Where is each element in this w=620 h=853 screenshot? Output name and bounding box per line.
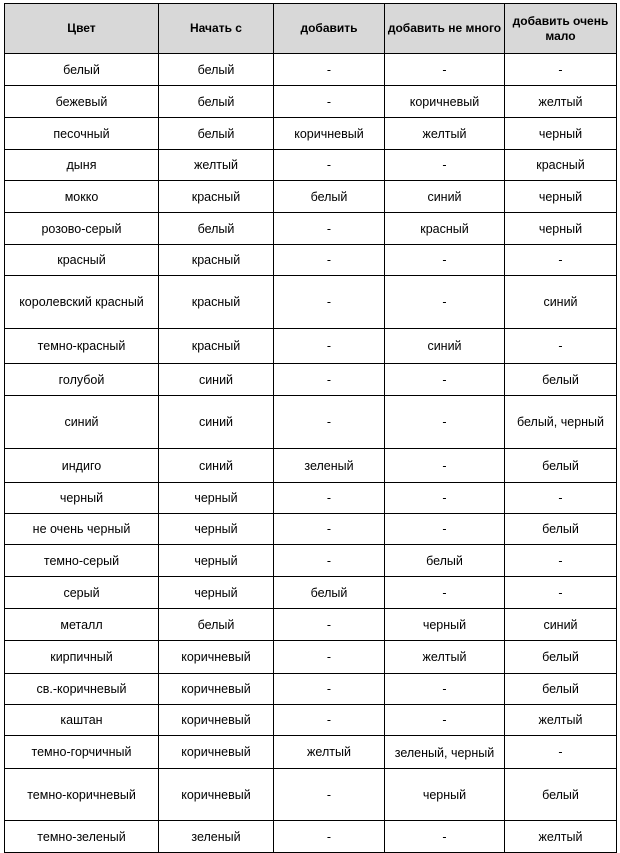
cell-start-with: коричневый bbox=[159, 705, 274, 736]
header-add-very-little: добавить очень мало bbox=[505, 4, 617, 54]
cell-color: песочный bbox=[5, 118, 159, 150]
cell-start-with: белый bbox=[159, 54, 274, 86]
cell-add-very-little: - bbox=[505, 245, 617, 276]
cell-add-very-little: белый bbox=[505, 674, 617, 705]
cell-start-with: черный bbox=[159, 483, 274, 514]
cell-color: розово-серый bbox=[5, 213, 159, 245]
cell-color: голубой bbox=[5, 364, 159, 396]
cell-color: черный bbox=[5, 483, 159, 514]
cell-add-very-little: белый, черный bbox=[505, 396, 617, 449]
table-row bbox=[5, 609, 617, 641]
table-row bbox=[5, 364, 617, 396]
cell-start-with: красный bbox=[159, 329, 274, 364]
cell-color: красный bbox=[5, 245, 159, 276]
cell-add-some: - bbox=[385, 483, 505, 514]
cell-color: темно-красный bbox=[5, 329, 159, 364]
table-row bbox=[5, 276, 617, 329]
cell-start-with: коричневый bbox=[159, 641, 274, 674]
cell-add-very-little: синий bbox=[505, 609, 617, 641]
cell-add-some: черный bbox=[385, 609, 505, 641]
cell-start-with: синий bbox=[159, 396, 274, 449]
cell-start-with: красный bbox=[159, 181, 274, 213]
cell-add-some: - bbox=[385, 396, 505, 449]
cell-start-with: синий bbox=[159, 364, 274, 396]
cell-add-very-little: красный bbox=[505, 150, 617, 181]
cell-add: - bbox=[274, 545, 385, 577]
cell-add-very-little: - bbox=[505, 545, 617, 577]
cell-color: синий bbox=[5, 396, 159, 449]
cell-color: темно-коричневый bbox=[5, 769, 159, 821]
cell-add-very-little: синий bbox=[505, 276, 617, 329]
cell-add-very-little: белый bbox=[505, 641, 617, 674]
cell-color: белый bbox=[5, 54, 159, 86]
cell-add: - bbox=[274, 514, 385, 545]
cell-add-very-little: желтый bbox=[505, 86, 617, 118]
cell-add-some: красный bbox=[385, 213, 505, 245]
table-row bbox=[5, 245, 617, 276]
cell-add: зеленый bbox=[274, 449, 385, 483]
cell-color: не очень черный bbox=[5, 514, 159, 545]
cell-add-some: желтый bbox=[385, 118, 505, 150]
cell-start-with: коричневый bbox=[159, 674, 274, 705]
table-row bbox=[5, 769, 617, 821]
cell-start-with: белый bbox=[159, 213, 274, 245]
cell-add: - bbox=[274, 213, 385, 245]
cell-add-some-text: зеленый, черный bbox=[394, 745, 495, 760]
cell-add-some: коричневый bbox=[385, 86, 505, 118]
header-start-with: Начать с bbox=[159, 4, 274, 54]
cell-add-some: черный bbox=[385, 769, 505, 821]
cell-add: - bbox=[274, 329, 385, 364]
table-row bbox=[5, 213, 617, 245]
cell-start-with: коричневый bbox=[159, 736, 274, 769]
cell-add-some: - bbox=[385, 245, 505, 276]
cell-add-very-little: белый bbox=[505, 514, 617, 545]
cell-add: - bbox=[274, 674, 385, 705]
cell-add: желтый bbox=[274, 736, 385, 769]
cell-color: мокко bbox=[5, 181, 159, 213]
cell-start-with: белый bbox=[159, 86, 274, 118]
cell-add-some: - bbox=[385, 150, 505, 181]
table-row bbox=[5, 86, 617, 118]
cell-color: каштан bbox=[5, 705, 159, 736]
cell-color: дыня bbox=[5, 150, 159, 181]
cell-add-some: - bbox=[385, 364, 505, 396]
cell-start-with: коричневый bbox=[159, 769, 274, 821]
table-row bbox=[5, 545, 617, 577]
color-mixing-table bbox=[4, 3, 617, 853]
cell-add-very-little: белый bbox=[505, 449, 617, 483]
table-row bbox=[5, 577, 617, 609]
header-color: Цвет bbox=[5, 4, 159, 54]
table-row bbox=[5, 396, 617, 449]
cell-start-with: черный bbox=[159, 545, 274, 577]
cell-add: - bbox=[274, 705, 385, 736]
cell-add-some bbox=[385, 736, 505, 769]
table-row bbox=[5, 329, 617, 364]
cell-add-some: - bbox=[385, 514, 505, 545]
cell-add: белый bbox=[274, 577, 385, 609]
cell-add-very-little: - bbox=[505, 329, 617, 364]
cell-add-very-little: желтый bbox=[505, 821, 617, 853]
table-row bbox=[5, 705, 617, 736]
header-row bbox=[5, 4, 617, 54]
cell-color: серый bbox=[5, 577, 159, 609]
cell-color: королевский красный bbox=[5, 276, 159, 329]
cell-add: - bbox=[274, 609, 385, 641]
cell-add-some: - bbox=[385, 674, 505, 705]
cell-add: - bbox=[274, 54, 385, 86]
cell-add-some: - bbox=[385, 705, 505, 736]
table-row bbox=[5, 514, 617, 545]
cell-color: кирпичный bbox=[5, 641, 159, 674]
cell-add-some: желтый bbox=[385, 641, 505, 674]
cell-add-very-little: белый bbox=[505, 364, 617, 396]
cell-add-very-little: черный bbox=[505, 213, 617, 245]
cell-add-very-little: - bbox=[505, 577, 617, 609]
cell-add: - bbox=[274, 86, 385, 118]
cell-add: белый bbox=[274, 181, 385, 213]
table-row bbox=[5, 181, 617, 213]
table-row bbox=[5, 641, 617, 674]
cell-add: - bbox=[274, 245, 385, 276]
cell-add: - bbox=[274, 276, 385, 329]
cell-add-very-little: черный bbox=[505, 118, 617, 150]
cell-start-with: черный bbox=[159, 577, 274, 609]
cell-add-very-little: желтый bbox=[505, 705, 617, 736]
cell-add-some: синий bbox=[385, 329, 505, 364]
cell-add-some: - bbox=[385, 54, 505, 86]
cell-add-some: - bbox=[385, 449, 505, 483]
table-row bbox=[5, 821, 617, 853]
table-row bbox=[5, 449, 617, 483]
cell-add-some: - bbox=[385, 821, 505, 853]
cell-color: св.-коричневый bbox=[5, 674, 159, 705]
cell-add-very-little: черный bbox=[505, 181, 617, 213]
cell-add: - bbox=[274, 483, 385, 514]
cell-add: - bbox=[274, 641, 385, 674]
cell-color: темно-зеленый bbox=[5, 821, 159, 853]
cell-add-some: синий bbox=[385, 181, 505, 213]
cell-start-with: желтый bbox=[159, 150, 274, 181]
table-row bbox=[5, 150, 617, 181]
cell-add: коричневый bbox=[274, 118, 385, 150]
cell-add-some: - bbox=[385, 577, 505, 609]
cell-add: - bbox=[274, 821, 385, 853]
table-row bbox=[5, 736, 617, 769]
cell-add-very-little: белый bbox=[505, 769, 617, 821]
cell-start-with: синий bbox=[159, 449, 274, 483]
cell-start-with: зеленый bbox=[159, 821, 274, 853]
cell-add: - bbox=[274, 396, 385, 449]
cell-color: темно-серый bbox=[5, 545, 159, 577]
table-row bbox=[5, 118, 617, 150]
cell-start-with: красный bbox=[159, 276, 274, 329]
cell-color: индиго bbox=[5, 449, 159, 483]
cell-color: бежевый bbox=[5, 86, 159, 118]
cell-add-some: - bbox=[385, 276, 505, 329]
cell-add: - bbox=[274, 150, 385, 181]
cell-add-very-little: - bbox=[505, 736, 617, 769]
cell-add-very-little: - bbox=[505, 483, 617, 514]
cell-add-some: белый bbox=[385, 545, 505, 577]
cell-start-with: красный bbox=[159, 245, 274, 276]
cell-start-with: черный bbox=[159, 514, 274, 545]
table-row bbox=[5, 483, 617, 514]
header-add-some: добавить не много bbox=[385, 4, 505, 54]
cell-add: - bbox=[274, 364, 385, 396]
table-row bbox=[5, 674, 617, 705]
cell-color: темно-горчичный bbox=[5, 736, 159, 769]
cell-start-with: белый bbox=[159, 118, 274, 150]
cell-add: - bbox=[274, 769, 385, 821]
header-add: добавить bbox=[274, 4, 385, 54]
cell-start-with: белый bbox=[159, 609, 274, 641]
cell-color: металл bbox=[5, 609, 159, 641]
cell-add-very-little: - bbox=[505, 54, 617, 86]
table-row bbox=[5, 54, 617, 86]
